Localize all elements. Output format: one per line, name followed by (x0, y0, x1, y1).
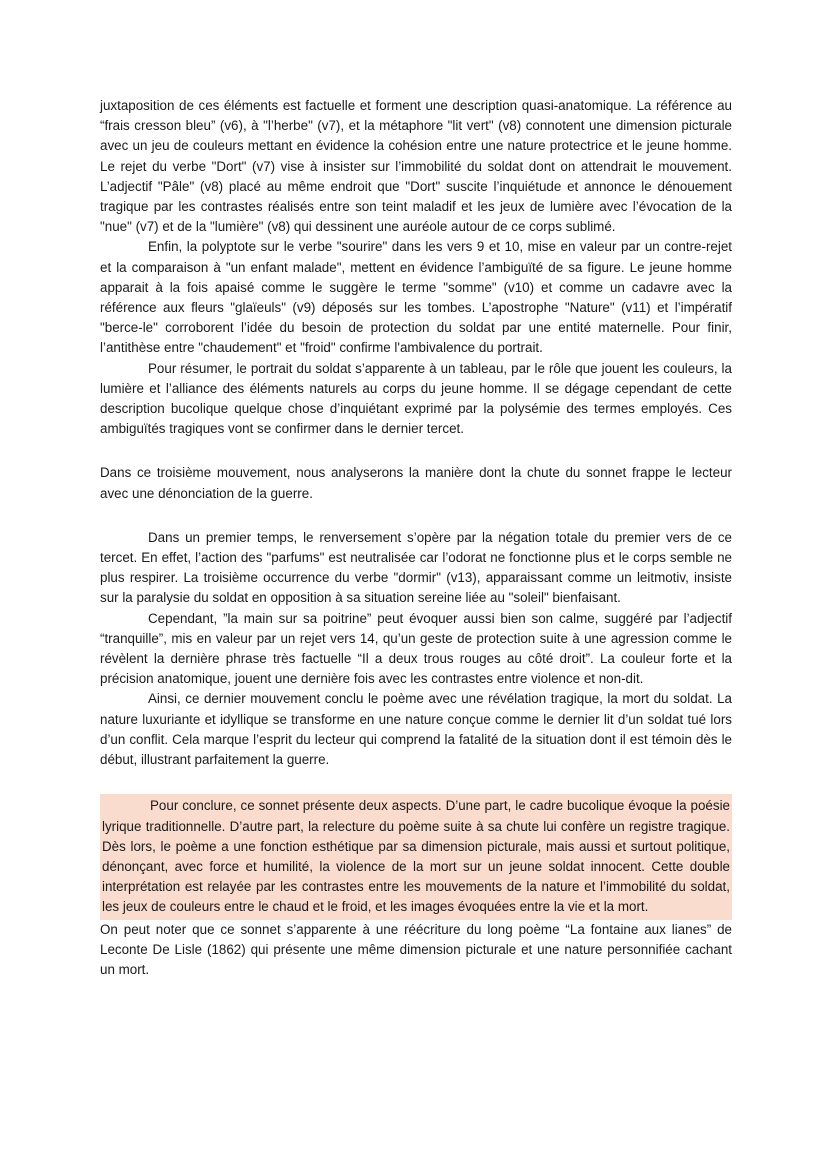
paragraph-movement-conclusion: Ainsi, ce dernier mouvement conclu le poème avec une révélation tragique, la mort du soldat. La nature luxuriante et idyllique se transforme en une nature conçue comme le dernier lit d’un soldat tué lors d’un conflit. Cela marque l’esprit du lecteur qui comprend la fatalité de la situation dont il est témoin dès le début, illustrant parfaitement la guerre. (100, 691, 732, 768)
paragraph-analysis-continued: juxtaposition de ces éléments est factuelle et forment une description quasi-anatomique. La référence au “frais cresson bleu” (v6), à "l’herbe" (v7), et la métaphore "lit vert" (v8) connotent une dimension picturale avec un jeu de couleurs mettant en évidence la cohésion entre une nature protectrice et le jeune homme. Le rejet du verbe "Dort" (v7) vise à insister sur l’immobilité du soldat dont on attendrait le mouvement. L’adjectif "Pâle" (v8) placé au même endroit que "Dort" suscite l’inquiétude et annonce le dénouement tragique par les contrastes réalisés entre son teint maladif et les jeux de lumière avec l’évocation de la "nue" (v7) et de la "lumière" (v8) qui dessinent une auréole autour de ce corps sublimé. (100, 98, 732, 235)
paragraph-reversal: Dans un premier temps, le renversement s’opère par la négation totale du premier vers de ce tercet. En effet, l’action des "parfums" est neutralisée car l’odorat ne fonctionne plus et le corps semble ne plus respirer. La troisième occurrence du verbe "dormir" (v13), apparaissant comme un leitmotiv, insiste sur la paralysie du soldat en opposition à sa situation sereine liée au "soleil" bienfaisant. (100, 529, 732, 606)
paragraph-spacer (100, 770, 732, 794)
document-page (100, 96, 732, 980)
paragraph-spacer (100, 504, 732, 528)
paragraph-hand-on-chest: Cependant, ”la main sur sa poitrine” peut évoquer aussi bien son calme, suggéré par l’adjectif “tranquille”, mis en valeur par un rejet vers 14, qu’un geste de protection suite à une agression comme le révèlent la dernière phrase très factuelle “Il a deux trous rouges au côté droit”. La couleur forte et la précision anatomique, jouent une dernière fois avec les contrastes entre violence et non-dit. (100, 610, 732, 687)
paragraph-opening-note: On peut noter que ce sonnet s’apparente à une réécriture du long poème “La fontaine aux lianes” de Leconte De Lisle (1862) qui présente une même dimension picturale et une nature personnifiée cachant un mort. (100, 921, 732, 977)
paragraph-polyptote: Enfin, la polyptote sur le verbe "sourire" dans les vers 9 et 10, mise en valeur par un contre-rejet et la comparaison à "un enfant malade", mettent en évidence l’ambiguïté de sa figure. Le jeune homme apparait à la fois apaisé comme le suggère le terme "somme" (v10) et comme un cadavre avec la référence aux fleurs "glaïeuls" (v9) déposés sur les tombes. L’apostrophe "Nature" (v11) et l’impératif "berce-le" corroborent l’idée du besoin de protection du soldat par une entité maternelle. Pour finir, l’antithèse entre "chaudement" et "froid" confirme l'ambivalence du portrait. (100, 239, 732, 356)
paragraph-summary: Pour résumer, le portrait du soldat s’apparente à un tableau, par le rôle que jouent les couleurs, la lumière et l’alliance des éléments naturels au corps du jeune homme. Il se dégage cependant de cette description bucolique quelque chose d’inquiétant exprimé par la polysémie des termes employés. Ces ambiguïtés tragiques vont se confirmer dans le dernier tercet. (100, 360, 732, 437)
paragraph-third-movement-intro: Dans ce troisième mouvement, nous analyserons la manière dont la chute du sonnet frappe le lecteur avec une dénonciation de la guerre. (100, 465, 732, 501)
highlighted-conclusion: Pour conclure, ce sonnet présente deux aspects. D’une part, le cadre bucolique évoque la poésie lyrique traditionnelle. D’autre part, la relecture du poème suite à sa chute lui confère un registre tragique. Dès lors, le poème a une fonction esthétique par sa dimension picturale, mais aussi et surtout politique, dénonçant, avec force et humilité, la violence de la mort sur un jeune soldat innocent. Cette double interprétation est relayée par les contrastes entre les mouvements de la nature et l’immobilité du soldat, les jeux de couleurs entre le chaud et le froid, et les images évoquées entre la vie et la mort. (100, 794, 732, 919)
paragraph-spacer (100, 439, 732, 463)
